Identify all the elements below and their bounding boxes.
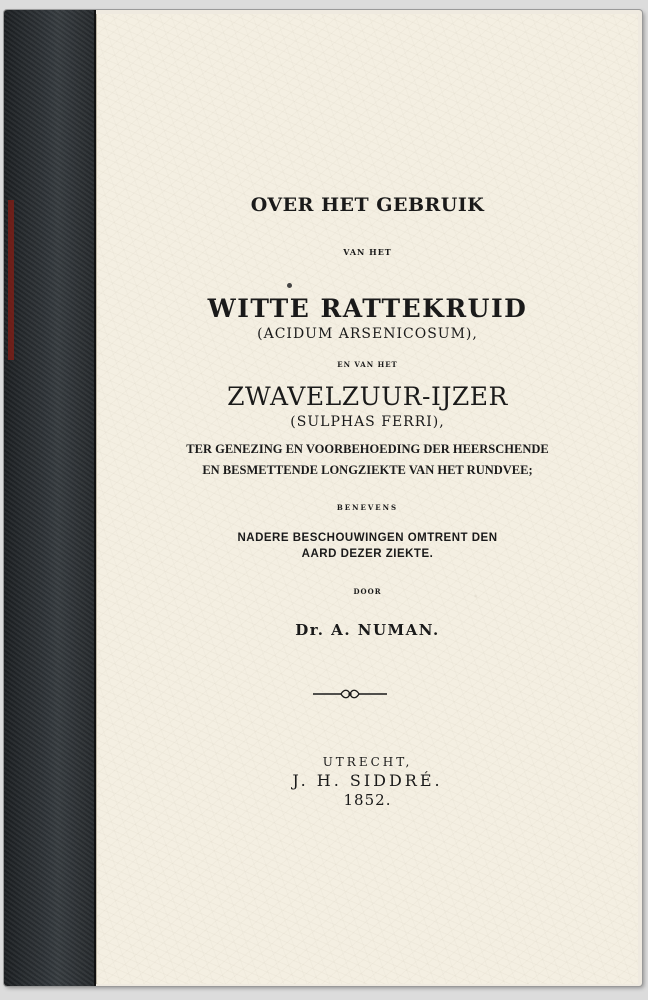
title-line-4: (ACIDUM ARSENICOSUM),	[257, 326, 478, 342]
title-line-8: TER GENEZING EN VOORBEHOEDING DER HEERSCHENDE	[186, 442, 549, 456]
spine-red-edge	[8, 200, 14, 360]
title-line-3: WITTE RATTEKRUID	[207, 294, 528, 323]
title-line-9: EN BESMETTENDE LONGZIEKTE VAN HET RUNDVEE;	[202, 463, 533, 477]
book-spine	[4, 10, 96, 986]
title-line-13: DOOR	[353, 587, 382, 596]
title-line-12: AARD DEZER ZIEKTE.	[301, 548, 434, 560]
author-line: Dr. A. NUMAN.	[295, 621, 440, 639]
title-line-5: EN VAN HET	[337, 360, 398, 369]
book	[4, 10, 642, 986]
title-line-10: BENEVENS	[336, 503, 399, 512]
title-line-6: ZWAVELZUUR-IJZER	[227, 382, 508, 411]
title-line-7: (SULPHAS FERRI),	[290, 414, 445, 430]
imprint-place: UTRECHT,	[322, 755, 413, 769]
title-line-2: VAN HET	[343, 247, 392, 257]
decorative-rule-icon	[311, 686, 389, 702]
ink-spot	[287, 283, 292, 288]
title-line-1: OVER HET GEBRUIK	[250, 194, 485, 216]
imprint-year: 1852.	[343, 791, 392, 809]
title-page	[96, 14, 638, 984]
imprint-publisher: J. H. SIDDRÉ.	[292, 771, 443, 790]
title-line-11: NADERE BESCHOUWINGEN OMTRENT DEN	[237, 532, 498, 544]
